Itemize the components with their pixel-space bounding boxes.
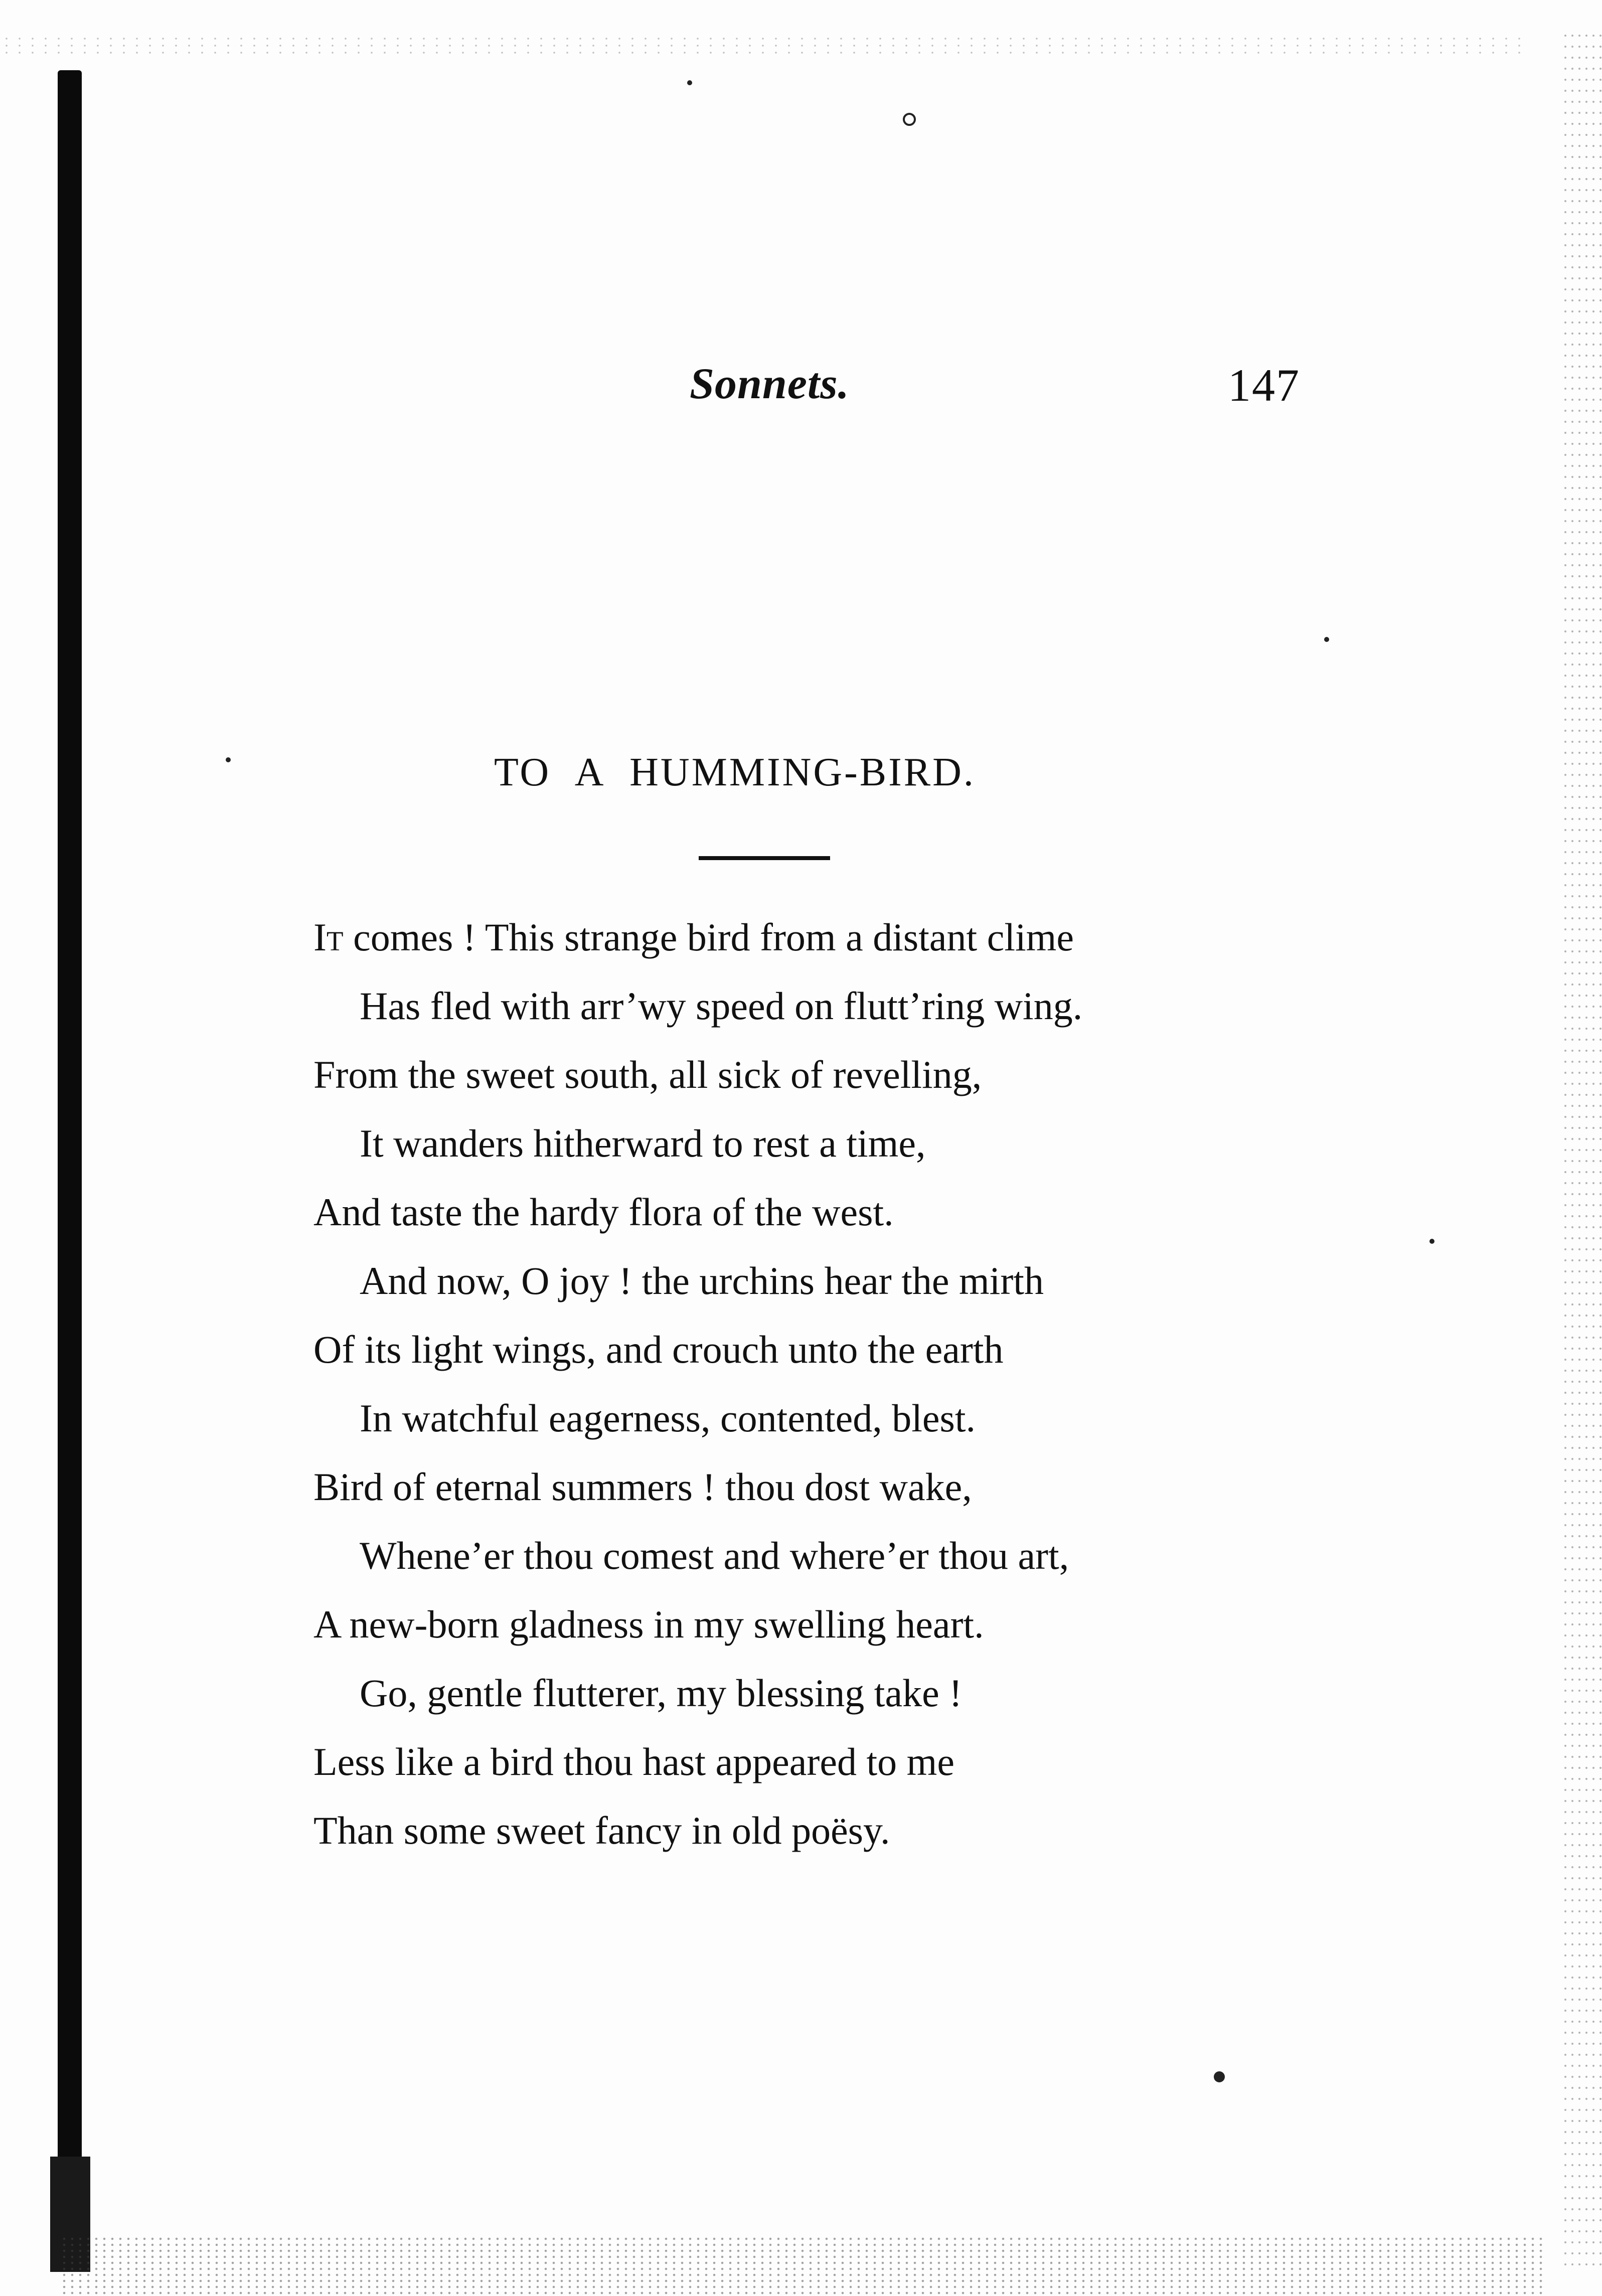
poem-title: TO A HUMMING-BIRD.	[494, 750, 976, 794]
poem-line: And taste the hardy flora of the west.	[313, 1190, 894, 1234]
ink-speck	[1214, 2071, 1225, 2082]
ink-speck	[903, 113, 916, 126]
poem-line: It wanders hitherward to rest a time,	[360, 1121, 926, 1165]
binding-shadow	[58, 70, 82, 2242]
page-edge-bottom	[60, 2236, 1545, 2296]
poem-line: A new-born gladness in my swelling heart.	[313, 1602, 984, 1646]
poem-body	[313, 903, 1082, 1865]
ink-speck	[687, 80, 692, 85]
page-edge-right	[1562, 30, 1602, 2267]
drop-word: It	[313, 915, 344, 959]
page-number: 147	[1228, 360, 1300, 411]
poem-line: Bird of eternal summers ! thou dost wake,	[313, 1465, 972, 1509]
ink-speck	[1429, 1239, 1434, 1244]
poem-line: Less like a bird thou hast appeared to me	[313, 1740, 954, 1783]
poem-line: And now, O joy ! the urchins hear the mirth	[360, 1259, 1044, 1302]
poem-line: Of its light wings, and crouch unto the earth	[313, 1328, 1004, 1371]
ink-speck	[1324, 637, 1329, 642]
poem-line: In watchful eagerness, contented, blest.	[360, 1396, 976, 1440]
poem-line: Whene’er thou comest and where’er thou art,	[360, 1534, 1069, 1577]
poem-line: It comes ! This strange bird from a distant clime	[313, 915, 1074, 959]
poem-line: Has fled with arr’wy speed on flutt’ring wing.	[360, 984, 1083, 1028]
ink-speck	[226, 757, 231, 762]
poem-line: From the sweet south, all sick of revelling,	[313, 1053, 982, 1096]
page-edge-top	[0, 35, 1530, 55]
poem-line: Go, gentle flutterer, my blessing take !	[360, 1671, 963, 1715]
poem-line: Than some sweet fancy in old poësy.	[313, 1809, 890, 1852]
running-head: Sonnets.	[690, 360, 850, 408]
title-rule	[699, 856, 830, 860]
